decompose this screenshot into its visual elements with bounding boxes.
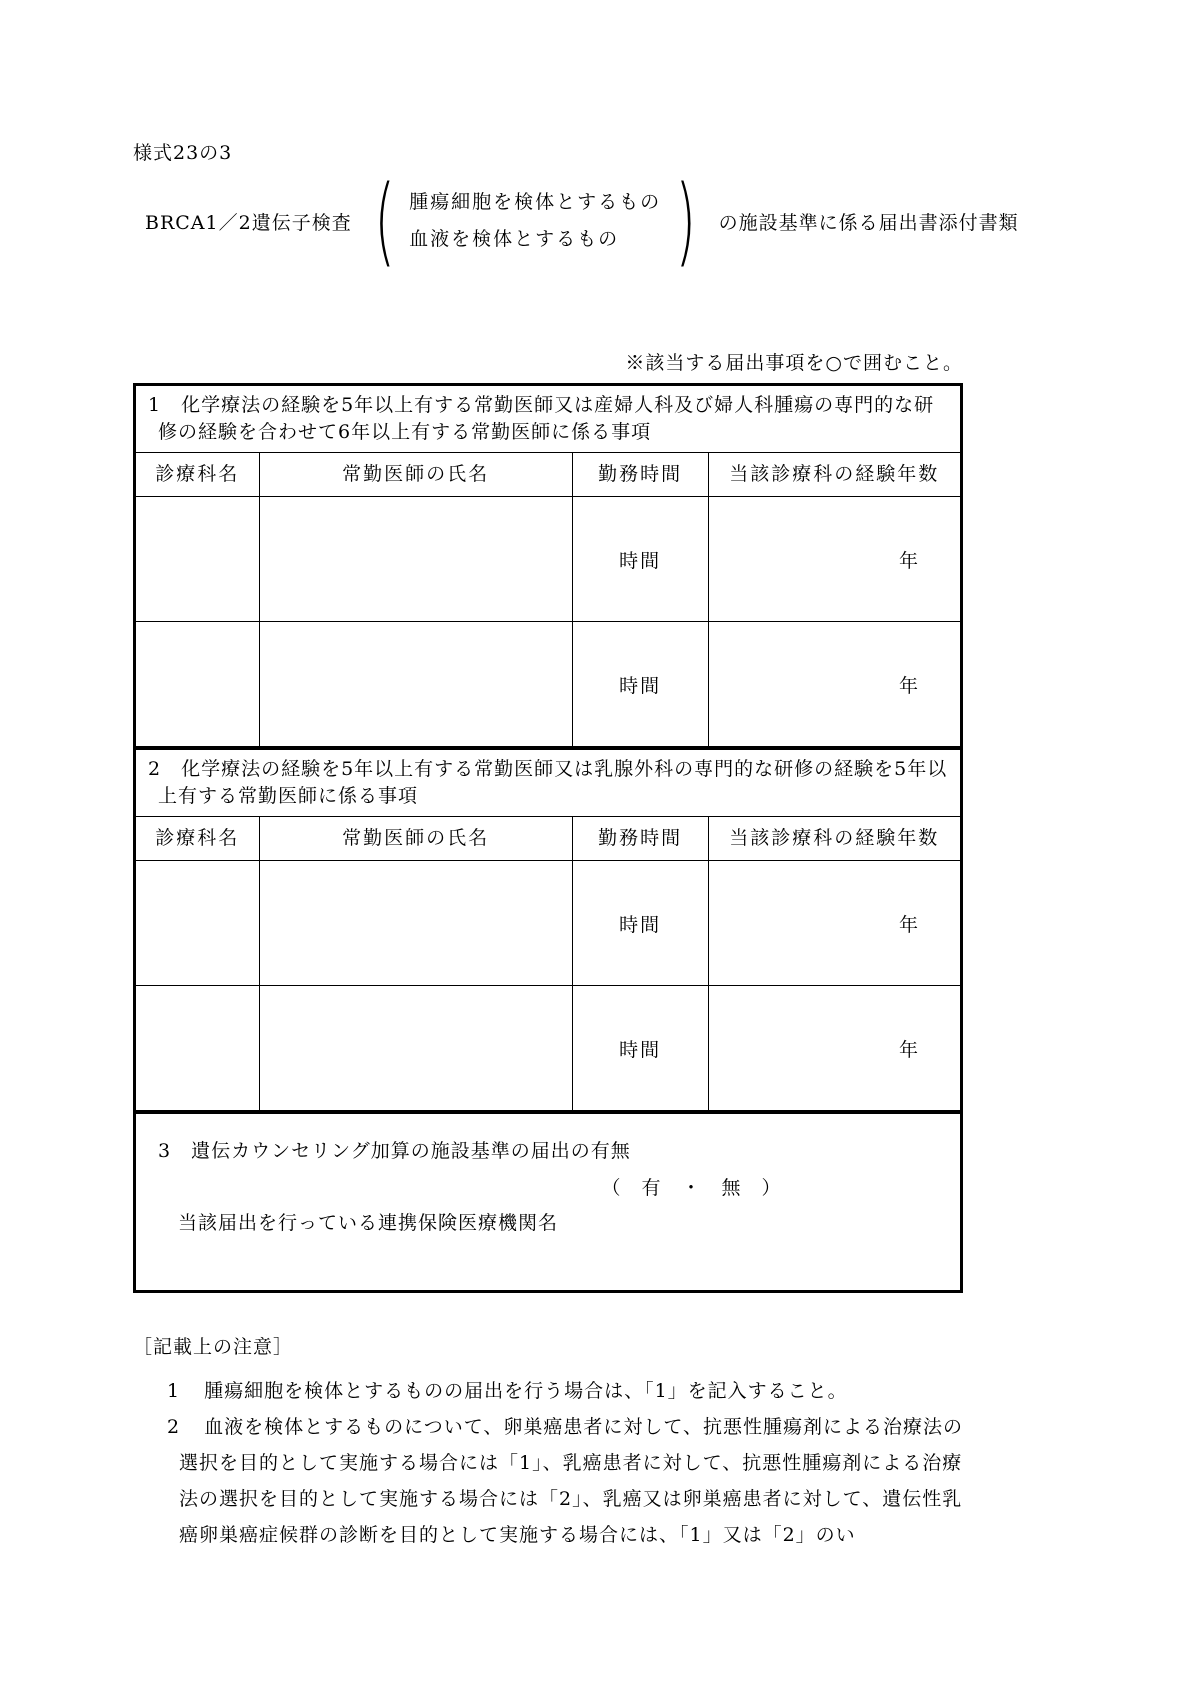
column-header-department: 診療科名 [136,817,260,860]
section2-heading [136,746,960,817]
circle-instruction-note: ※該当する届出事項を○で囲むこと。 [625,352,963,374]
specimen-option-tumor: 腫瘍細胞を検体とするもの [409,191,662,213]
section2-heading-text: 化学療法の経験を5年以上有する常勤医師又は乳腺外科の専門的な研修の経験を5年以上有する常勤医師に係る事項 [158,758,948,807]
section3-heading-text: 遺伝カウンセリング加算の施設基準の届出の有無 [191,1140,631,1162]
doctor-name-field [260,861,573,985]
form-number: 様式23の3 [133,142,233,164]
note1-text: 腫瘍細胞を検体とするものの届出を行う場合は、「1」を記入すること。 [204,1380,848,1402]
yes-no-choice: （ 有 ・ 無 ） [601,1177,782,1199]
section2-column-header-row [136,817,960,861]
section1-column-header-row [136,453,960,497]
column-header-experience-years: 当該診療科の経験年数 [729,827,940,849]
section3-number: 3 [158,1140,172,1162]
right-parenthesis-glyph: ) [675,165,697,277]
main-table [133,383,963,1293]
note2-number: 2 [167,1416,181,1438]
hours-unit-label: 時間 [573,497,709,621]
section1-row2 [136,622,960,746]
years-unit-label: 年 [898,1038,920,1061]
title-prefix: BRCA1／2遺伝子検査 [145,211,352,234]
specimen-options [403,184,667,258]
column-header-department: 診療科名 [136,453,260,496]
section3-genetic-counseling [136,1110,960,1290]
notes-title: ［記載上の注意］ [133,1336,294,1358]
specimen-option-blood: 血液を検体とするもの [409,228,620,250]
note2-text: 血液を検体とするものについて、卵巣癌患者に対して、抗悪性腫瘍剤による治療法の選択を目的として実施する場合には「1」、乳癌患者に対して、抗悪性腫瘍剤による治療法の選択を目的として実施する場合には「2」、乳癌又は卵巣癌患者に対して、遺伝性乳癌卵巣癌症候群の診断を目的として実施する場合には、「1」又は「2」のい [179,1416,963,1546]
section1-number: 1 [148,394,162,416]
years-unit-label: 年 [898,674,920,697]
section2-row2 [136,986,960,1110]
department-field [136,861,260,985]
section2-row1 [136,861,960,986]
hours-unit-label: 時間 [573,861,709,985]
years-unit-label: 年 [898,549,920,572]
department-field [136,497,260,621]
doctor-name-field [260,622,573,746]
column-header-working-hours: 勤務時間 [573,453,709,496]
note-item-1 [133,1373,969,1409]
section2-number: 2 [148,758,162,780]
years-unit-label: 年 [898,913,920,936]
department-field [136,986,260,1110]
section3-heading [158,1136,950,1163]
partner-institution-label: 当該届出を行っている連携保険医療機関名 [178,1212,559,1234]
section1-row1 [136,497,960,622]
hours-unit-label: 時間 [573,986,709,1110]
column-header-working-hours: 勤務時間 [573,817,709,860]
left-parenthesis-glyph: ( [374,165,395,277]
title-suffix: の施設基準に係る届出書添付書類 [718,211,1019,234]
note-item-2 [133,1409,969,1553]
doctor-name-field [260,986,573,1110]
department-field [136,622,260,746]
notes-section [133,1332,969,1553]
column-header-doctor-name: 常勤医師の氏名 [260,453,573,496]
section1-heading-text: 化学療法の経験を5年以上有する常勤医師又は産婦人科及び婦人科腫瘍の専門的な研修の経験を合わせて6年以上有する常勤医師に係る事項 [158,394,935,443]
document-title [145,165,1019,277]
section1-heading [136,386,960,453]
hours-unit-label: 時間 [573,622,709,746]
column-header-doctor-name: 常勤医師の氏名 [260,817,573,860]
note1-number: 1 [167,1380,181,1402]
doctor-name-field [260,497,573,621]
column-header-experience-years: 当該診療科の経験年数 [729,463,940,485]
